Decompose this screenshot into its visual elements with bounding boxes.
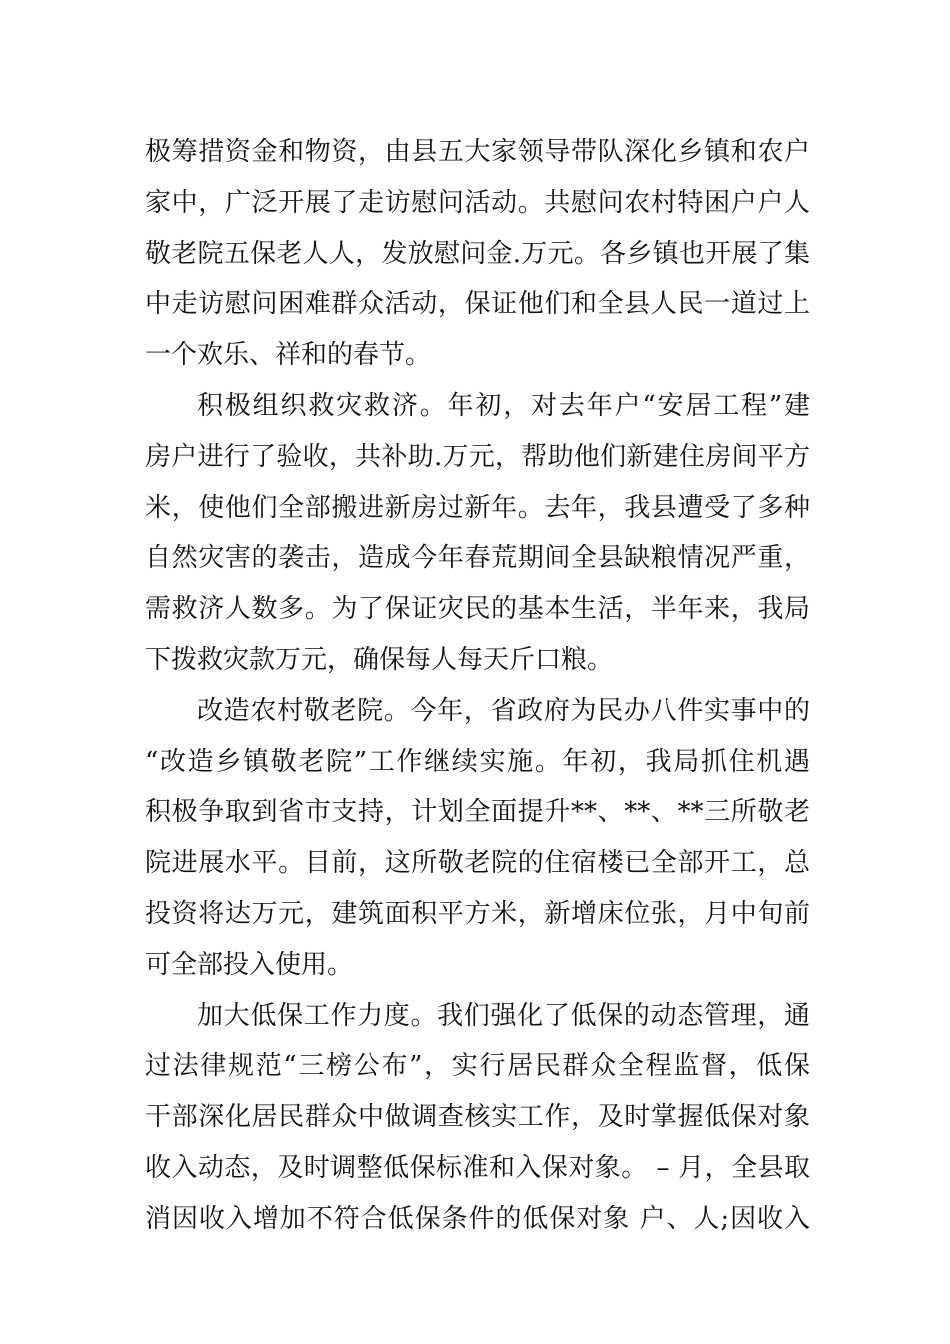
text-line: 积极组织救灾救济。年初，对去年户“安居工程”建 (197, 390, 810, 421)
text-line: 一个欢乐、祥和的春节。 (145, 340, 432, 371)
text-line: 自然灾害的袭击，造成今年春荒期间全县缺粮情况严重， (145, 543, 810, 574)
text-line: 需救济人数多。为了保证灾民的基本生活，半年来，我局 (145, 594, 810, 625)
text-line: 积极争取到省市支持，计划全面提升**、**、**三所敬老 (145, 797, 810, 828)
text-line: “改造乡镇敬老院”工作继续实施。年初，我局抓住机遇 (145, 746, 810, 777)
text-line: 过法律规范“三榜公布”，实行居民群众全程监督，低保 (145, 1051, 810, 1082)
document-body (145, 127, 810, 1245)
text-line: 中走访慰问困难群众活动，保证他们和全县人民一道过上 (145, 289, 810, 320)
text-line: 收入动态，及时调整低保标准和入保对象。 – 月，全县取 (145, 1152, 810, 1183)
text-line: 改造农村敬老院。今年，省政府为民办八件实事中的 (197, 695, 810, 726)
text-line: 米，使他们全部搬进新房过新年。去年，我县遭受了多种 (145, 492, 810, 523)
text-line: 敬老院五保老人人，发放慰问金.万元。各乡镇也开展了集 (145, 238, 810, 269)
text-line: 可全部投入使用。 (145, 949, 354, 980)
text-line: 投资将达万元，建筑面积平方米，新增床位张，月中旬前 (145, 898, 810, 929)
text-line: 加大低保工作力度。我们强化了低保的动态管理，通 (197, 1000, 810, 1031)
text-line: 房户进行了验收，共补助.万元，帮助他们新建住房间平方 (145, 441, 810, 472)
text-line: 院进展水平。目前，这所敬老院的住宿楼已全部开工，总 (145, 848, 810, 879)
text-line: 消因收入增加不符合低保条件的低保对象 户、人;因收入 (145, 1203, 810, 1234)
text-line: 家中，广泛开展了走访慰问活动。共慰问农村特困户户人 (145, 187, 810, 218)
text-line: 极筹措资金和物资，由县五大家领导带队深化乡镇和农户 (145, 137, 810, 167)
text-line: 干部深化居民群众中做调查核实工作，及时掌握低保对象 (145, 1102, 810, 1133)
text-line: 下拨救灾款万元，确保每人每天斤口粮。 (145, 644, 614, 675)
